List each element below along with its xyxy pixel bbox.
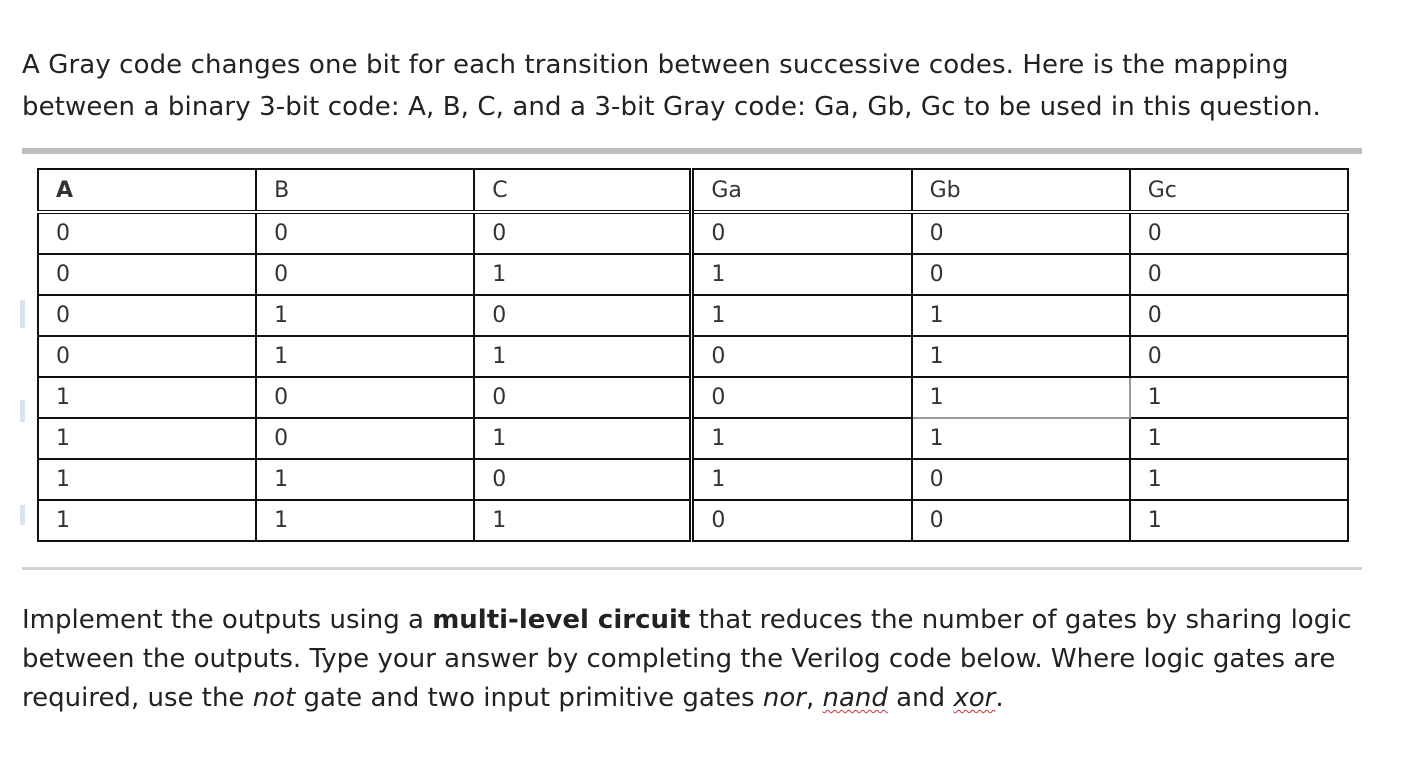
header-gc: Gc <box>1130 169 1348 212</box>
cell-c: 1 <box>474 254 692 295</box>
table-header-row <box>38 169 1348 212</box>
cell-gc: 0 <box>1130 336 1348 377</box>
cell-c: 1 <box>474 500 692 541</box>
cell-gb: 1 <box>912 418 1130 459</box>
cell-b: 0 <box>256 377 474 418</box>
table-row <box>38 212 1348 254</box>
intro-line-1: A Gray code changes one bit for each transition between successive codes. Here is the mapping <box>22 50 1289 80</box>
cell-ga: 1 <box>692 418 912 459</box>
question-line-3 <box>22 679 1402 718</box>
cell-gc: 1 <box>1130 418 1348 459</box>
nor-gate-term: nor <box>762 683 806 713</box>
cell-b: 1 <box>256 500 474 541</box>
cell-c: 1 <box>474 418 692 459</box>
header-c: C <box>474 169 692 212</box>
cell-a: 1 <box>38 377 256 418</box>
cell-a: 1 <box>38 459 256 500</box>
cell-c: 0 <box>474 295 692 336</box>
cell-gc: 0 <box>1130 212 1348 254</box>
not-gate-term: not <box>252 683 296 713</box>
cell-c: 0 <box>474 212 692 254</box>
cell-b: 0 <box>256 254 474 295</box>
cell-ga: 0 <box>692 336 912 377</box>
table-row <box>38 295 1348 336</box>
cell-a: 1 <box>38 500 256 541</box>
question-line-1-start: Implement the outputs using a <box>22 605 433 635</box>
multi-level-circuit-emphasis: multi-level circuit <box>432 605 691 635</box>
cell-ga: 0 <box>692 377 912 418</box>
table-bottom-rule <box>22 567 1362 570</box>
question-line-3-start: required, use the <box>22 683 253 713</box>
cell-b: 1 <box>256 336 474 377</box>
table-top-rule <box>22 148 1362 154</box>
question-line-1-end: that reduces the number of gates by sharing logic <box>690 605 1352 635</box>
cell-a: 0 <box>38 212 256 254</box>
cell-a: 0 <box>38 295 256 336</box>
truth-table <box>37 168 1349 542</box>
header-gb: Gb <box>912 169 1130 212</box>
cell-gb: 1 <box>912 377 1130 418</box>
sentence-period: . <box>995 683 1004 713</box>
cell-gb: 1 <box>912 295 1130 336</box>
cell-a: 0 <box>38 336 256 377</box>
cell-c: 0 <box>474 377 692 418</box>
cell-ga: 1 <box>692 295 912 336</box>
table-row <box>38 377 1348 418</box>
question-line-1 <box>22 601 1402 640</box>
cell-gc: 0 <box>1130 254 1348 295</box>
cell-a: 1 <box>38 418 256 459</box>
table-row <box>38 459 1348 500</box>
comma-separator: , <box>805 683 823 713</box>
cell-gb: 0 <box>912 254 1130 295</box>
question-line-3-middle: gate and two input primitive gates <box>295 683 763 713</box>
header-b: B <box>256 169 474 212</box>
cell-ga: 1 <box>692 459 912 500</box>
header-ga: Ga <box>692 169 912 212</box>
header-a: A <box>38 169 256 212</box>
cell-gb: 1 <box>912 336 1130 377</box>
table-row <box>38 418 1348 459</box>
cell-c: 0 <box>474 459 692 500</box>
question-line-2: between the outputs. Type your answer by completing the Verilog code below. Where logic gates are <box>22 644 1336 674</box>
cell-gc: 1 <box>1130 500 1348 541</box>
table-row <box>38 500 1348 541</box>
intro-paragraph <box>22 44 1382 128</box>
cell-gc: 1 <box>1130 459 1348 500</box>
question-paragraph <box>22 601 1402 718</box>
cell-b: 0 <box>256 212 474 254</box>
margin-marks <box>20 300 26 530</box>
cell-ga: 0 <box>692 212 912 254</box>
cell-gc: 0 <box>1130 295 1348 336</box>
cell-a: 0 <box>38 254 256 295</box>
cell-c: 1 <box>474 336 692 377</box>
cell-gb: 0 <box>912 459 1130 500</box>
table-row <box>38 336 1348 377</box>
xor-gate-term: xor <box>953 683 996 713</box>
cell-gb: 0 <box>912 500 1130 541</box>
cell-ga: 0 <box>692 500 912 541</box>
cell-b: 1 <box>256 295 474 336</box>
nand-gate-term: nand <box>822 683 888 713</box>
intro-line-2: between a binary 3-bit code: A, B, C, and a 3-bit Gray code: Ga, Gb, Gc to be used in this question. <box>22 92 1321 122</box>
cell-gc: 1 <box>1130 377 1348 418</box>
cell-gb: 0 <box>912 212 1130 254</box>
and-connector: and <box>887 683 954 713</box>
cell-ga: 1 <box>692 254 912 295</box>
cell-b: 1 <box>256 459 474 500</box>
cell-b: 0 <box>256 418 474 459</box>
table-row <box>38 254 1348 295</box>
